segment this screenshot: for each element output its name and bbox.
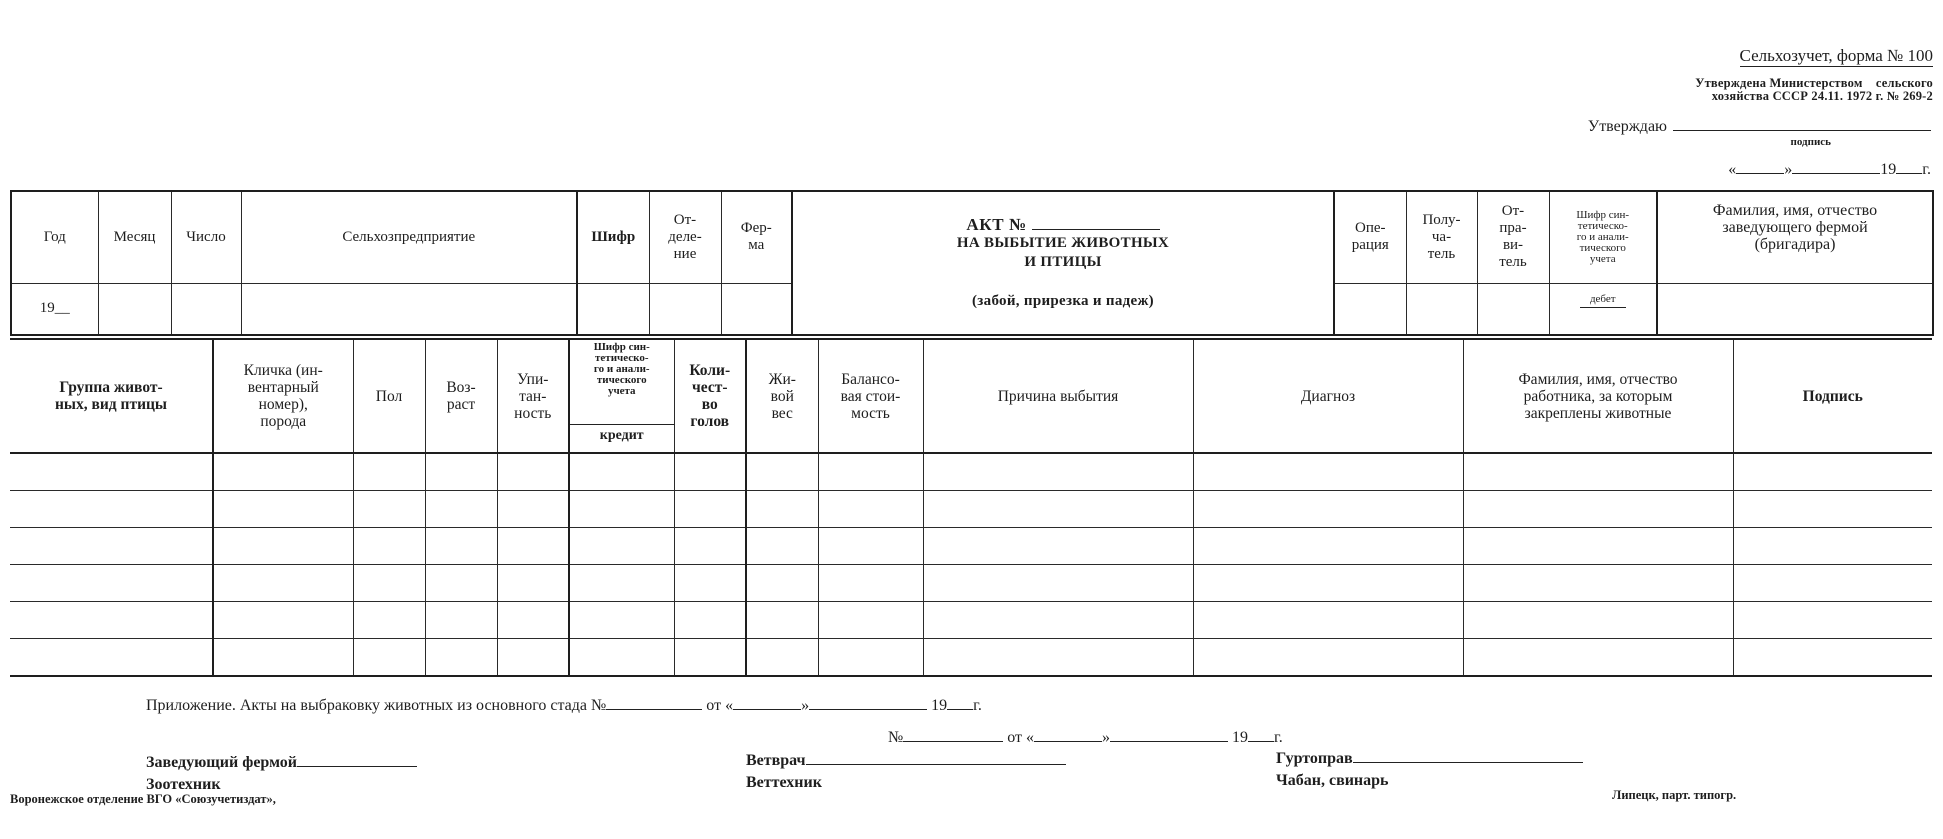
signature-caption: подпись bbox=[1790, 136, 1831, 148]
col-worker-name: Фамилия, имя, отчество работника, за которым закреплены животные bbox=[1463, 339, 1733, 453]
cell[interactable] bbox=[746, 528, 818, 565]
debit-label: дебет bbox=[1580, 294, 1626, 308]
cell[interactable] bbox=[746, 491, 818, 528]
cell[interactable] bbox=[746, 565, 818, 602]
cell[interactable] bbox=[213, 639, 353, 677]
date-month-blank[interactable] bbox=[1792, 160, 1880, 174]
cell[interactable] bbox=[923, 639, 1193, 677]
approve-label: Утверждаю bbox=[1587, 118, 1667, 135]
cell[interactable] bbox=[497, 565, 569, 602]
act-title: АКТ № bbox=[966, 215, 1027, 234]
cell[interactable] bbox=[1193, 639, 1463, 677]
cell[interactable] bbox=[1193, 491, 1463, 528]
cell[interactable] bbox=[10, 602, 213, 639]
attachment-day-1[interactable] bbox=[733, 696, 801, 710]
col-month: Месяц bbox=[98, 191, 171, 283]
vet-tech-signature bbox=[746, 774, 822, 792]
act-subtitle: НА ВЫБЫТИЕ ЖИВОТНЫХ И ПТИЦЫ bbox=[956, 235, 1170, 270]
attachment-line-2 bbox=[888, 728, 1283, 747]
attachment-month-1[interactable] bbox=[809, 696, 927, 710]
attachment-year-1: 19 bbox=[931, 697, 948, 714]
cell[interactable] bbox=[1193, 528, 1463, 565]
col-signature: Подпись bbox=[1733, 339, 1932, 453]
cell[interactable] bbox=[674, 602, 746, 639]
attachment-from-2: от « bbox=[1007, 729, 1035, 746]
cell[interactable] bbox=[425, 491, 497, 528]
cell[interactable] bbox=[746, 602, 818, 639]
cell[interactable] bbox=[425, 602, 497, 639]
col-division: От- деле- ние bbox=[649, 191, 721, 283]
act-number-blank[interactable] bbox=[1032, 215, 1160, 230]
col-animal-group: Группа живот- ных, вид птицы bbox=[10, 339, 213, 453]
date-open-quote: « bbox=[1728, 161, 1737, 178]
cell[interactable] bbox=[1733, 491, 1932, 528]
disposal-table bbox=[10, 338, 1932, 677]
approve-field bbox=[1588, 116, 1931, 136]
code-input[interactable] bbox=[577, 283, 649, 335]
cell[interactable] bbox=[1463, 565, 1733, 602]
cell[interactable] bbox=[353, 565, 425, 602]
col-diagnosis: Диагноз bbox=[1193, 339, 1463, 453]
cell[interactable] bbox=[923, 602, 1193, 639]
cell[interactable] bbox=[497, 602, 569, 639]
table-row bbox=[10, 639, 1932, 677]
cell[interactable] bbox=[353, 602, 425, 639]
cell[interactable] bbox=[923, 491, 1193, 528]
cell[interactable] bbox=[425, 565, 497, 602]
account-code-label: Шифр син- тетическо- го и анали- тического учета bbox=[593, 341, 650, 397]
cell[interactable] bbox=[1733, 565, 1932, 602]
col-manager-name: Фамилия, имя, отчество заведующего фермой (бригадира) bbox=[1657, 191, 1933, 283]
table-row bbox=[10, 528, 1932, 565]
cell[interactable] bbox=[213, 453, 353, 491]
attachment-year-blank-1[interactable] bbox=[947, 696, 973, 710]
attachment-day-2[interactable] bbox=[1034, 728, 1102, 742]
date-year: 19 bbox=[1880, 161, 1897, 178]
cell[interactable] bbox=[1463, 602, 1733, 639]
cell[interactable] bbox=[497, 528, 569, 565]
cell[interactable] bbox=[674, 453, 746, 491]
col-book-value: Балансо- вая стои- мость bbox=[818, 339, 923, 453]
date-year-blank[interactable] bbox=[1896, 160, 1922, 174]
act-note: (забой, прирезка и падеж) bbox=[972, 293, 1154, 309]
division-input[interactable] bbox=[649, 283, 721, 335]
zootechnician-label: Зоотехник bbox=[146, 776, 221, 793]
act-header-table bbox=[10, 190, 1934, 336]
cell[interactable] bbox=[213, 565, 353, 602]
cell[interactable] bbox=[353, 528, 425, 565]
col-head-count: Коли- чест- во голов bbox=[674, 339, 746, 453]
shepherd-label: Чабан, свинарь bbox=[1276, 772, 1389, 789]
attachment-year-2: 19 bbox=[1232, 729, 1249, 746]
table-row bbox=[10, 565, 1932, 602]
herd-manager-line[interactable] bbox=[1353, 748, 1583, 763]
cell[interactable] bbox=[818, 602, 923, 639]
cell[interactable] bbox=[746, 453, 818, 491]
farm-manager-signature bbox=[146, 752, 417, 772]
approval-note bbox=[1695, 77, 1933, 103]
cell[interactable] bbox=[213, 491, 353, 528]
sender-input[interactable] bbox=[1477, 283, 1549, 335]
cell[interactable] bbox=[497, 639, 569, 677]
col-sex: Пол bbox=[353, 339, 425, 453]
col-code: Шифр bbox=[577, 191, 649, 283]
attachment-line bbox=[146, 696, 982, 715]
cell[interactable] bbox=[1463, 453, 1733, 491]
attachment-close-quote-2: » bbox=[1102, 729, 1111, 746]
col-account-code: Шифр син- тетическо- го и анали- тического учета bbox=[1549, 191, 1657, 283]
herd-manager-signature bbox=[1276, 748, 1583, 768]
attachment-month-2[interactable] bbox=[1110, 728, 1228, 742]
col-enterprise: Сельхозпредприятие bbox=[241, 191, 577, 283]
debit-cell[interactable] bbox=[1549, 283, 1657, 335]
cell[interactable] bbox=[569, 565, 674, 602]
col-operation: Опе- рация bbox=[1334, 191, 1406, 283]
cell[interactable] bbox=[1733, 602, 1932, 639]
day-input[interactable] bbox=[171, 283, 241, 335]
manager-name-input[interactable] bbox=[1657, 283, 1933, 335]
date-day-blank[interactable] bbox=[1736, 160, 1784, 174]
cell[interactable] bbox=[923, 453, 1193, 491]
col-age: Воз- раст bbox=[425, 339, 497, 453]
operation-input[interactable] bbox=[1334, 283, 1406, 335]
cell[interactable] bbox=[497, 491, 569, 528]
herd-manager-label: Гуртоправ bbox=[1276, 750, 1353, 767]
cell[interactable] bbox=[674, 565, 746, 602]
table-row bbox=[10, 491, 1932, 528]
attachment-close-quote-1: » bbox=[801, 697, 810, 714]
form-title: Сельхозучет, форма № 100 bbox=[1739, 46, 1933, 65]
cell[interactable] bbox=[425, 453, 497, 491]
cell[interactable] bbox=[1193, 602, 1463, 639]
approve-signature-line[interactable] bbox=[1673, 116, 1931, 131]
approval-line-2: хозяйства СССР 24.11. 1972 г. № 269-2 bbox=[1711, 89, 1933, 103]
receiver-input[interactable] bbox=[1406, 283, 1477, 335]
cell[interactable] bbox=[10, 639, 213, 677]
enterprise-input[interactable] bbox=[241, 283, 577, 335]
cell[interactable] bbox=[1193, 565, 1463, 602]
cell[interactable] bbox=[10, 565, 213, 602]
cell[interactable] bbox=[569, 639, 674, 677]
cell[interactable] bbox=[674, 528, 746, 565]
vet-signature bbox=[746, 750, 1066, 770]
table-row bbox=[10, 453, 1932, 491]
approval-line-1: Утверждена Министерством сельского bbox=[1695, 76, 1933, 90]
cell[interactable] bbox=[1733, 639, 1932, 677]
cell[interactable] bbox=[1463, 639, 1733, 677]
vet-line[interactable] bbox=[806, 750, 1066, 765]
cell[interactable] bbox=[923, 528, 1193, 565]
cell[interactable] bbox=[674, 639, 746, 677]
cell[interactable] bbox=[818, 491, 923, 528]
credit-label: кредит bbox=[570, 424, 674, 452]
cell[interactable] bbox=[353, 639, 425, 677]
cell[interactable] bbox=[569, 491, 674, 528]
cell[interactable] bbox=[1463, 528, 1733, 565]
cell[interactable] bbox=[818, 565, 923, 602]
attachment-year-blank-2[interactable] bbox=[1248, 728, 1274, 742]
col-farm: Фер- ма bbox=[721, 191, 792, 283]
shepherd-signature bbox=[1276, 772, 1389, 790]
table-row bbox=[10, 602, 1932, 639]
cell[interactable] bbox=[425, 528, 497, 565]
col-live-weight: Жи- вой вес bbox=[746, 339, 818, 453]
cell[interactable] bbox=[569, 528, 674, 565]
cell[interactable] bbox=[353, 453, 425, 491]
attachment-year-suffix-1: г. bbox=[973, 697, 982, 714]
attachment-from-1: от « bbox=[706, 697, 734, 714]
attachment-number-sign-2: № bbox=[888, 729, 904, 746]
attachment-label: Приложение. Акты на выбраковку животных из основного стада № bbox=[146, 697, 607, 714]
month-input[interactable] bbox=[98, 283, 171, 335]
cell[interactable] bbox=[497, 453, 569, 491]
act-title-block bbox=[792, 191, 1334, 335]
attachment-number-2[interactable] bbox=[903, 728, 1003, 742]
cell[interactable] bbox=[1733, 528, 1932, 565]
cell[interactable] bbox=[1463, 491, 1733, 528]
farm-manager-line[interactable] bbox=[297, 752, 417, 767]
approve-date bbox=[1728, 160, 1931, 179]
cell[interactable] bbox=[10, 491, 213, 528]
cell[interactable] bbox=[10, 453, 213, 491]
farm-input[interactable] bbox=[721, 283, 792, 335]
cell[interactable] bbox=[213, 528, 353, 565]
cell[interactable] bbox=[1733, 453, 1932, 491]
cell[interactable] bbox=[923, 565, 1193, 602]
cell[interactable] bbox=[213, 602, 353, 639]
cell[interactable] bbox=[353, 491, 425, 528]
date-close-quote: » bbox=[1784, 161, 1793, 178]
cell[interactable] bbox=[818, 528, 923, 565]
cell[interactable] bbox=[10, 528, 213, 565]
year-input[interactable]: 19__ bbox=[11, 283, 98, 335]
vet-label: Ветврач bbox=[746, 752, 806, 769]
cell[interactable] bbox=[674, 491, 746, 528]
cell[interactable] bbox=[1193, 453, 1463, 491]
col-account-code-credit bbox=[569, 339, 674, 453]
col-sender: От- пра- ви- тель bbox=[1477, 191, 1549, 283]
vet-tech-label: Веттехник bbox=[746, 774, 822, 791]
col-fatness: Упи- тан- ность bbox=[497, 339, 569, 453]
cell[interactable] bbox=[818, 453, 923, 491]
col-day: Число bbox=[171, 191, 241, 283]
printer-note: Липецк, парт. типогр. bbox=[1612, 788, 1737, 802]
cell[interactable] bbox=[746, 639, 818, 677]
cell[interactable] bbox=[569, 453, 674, 491]
col-reason: Причина выбытия bbox=[923, 339, 1193, 453]
cell[interactable] bbox=[569, 602, 674, 639]
col-year: Год bbox=[11, 191, 98, 283]
farm-manager-label: Заведующий фермой bbox=[146, 754, 297, 771]
col-receiver: Полу- ча- тель bbox=[1406, 191, 1477, 283]
attachment-number-1[interactable] bbox=[606, 696, 702, 710]
attachment-year-suffix-2: г. bbox=[1274, 729, 1283, 746]
cell[interactable] bbox=[818, 639, 923, 677]
publisher-note: Воронежское отделение ВГО «Союзучетиздат», bbox=[10, 792, 276, 806]
date-year-suffix: г. bbox=[1922, 161, 1931, 178]
col-name-breed: Кличка (ин- вентарный номер), порода bbox=[213, 339, 353, 453]
cell[interactable] bbox=[425, 639, 497, 677]
